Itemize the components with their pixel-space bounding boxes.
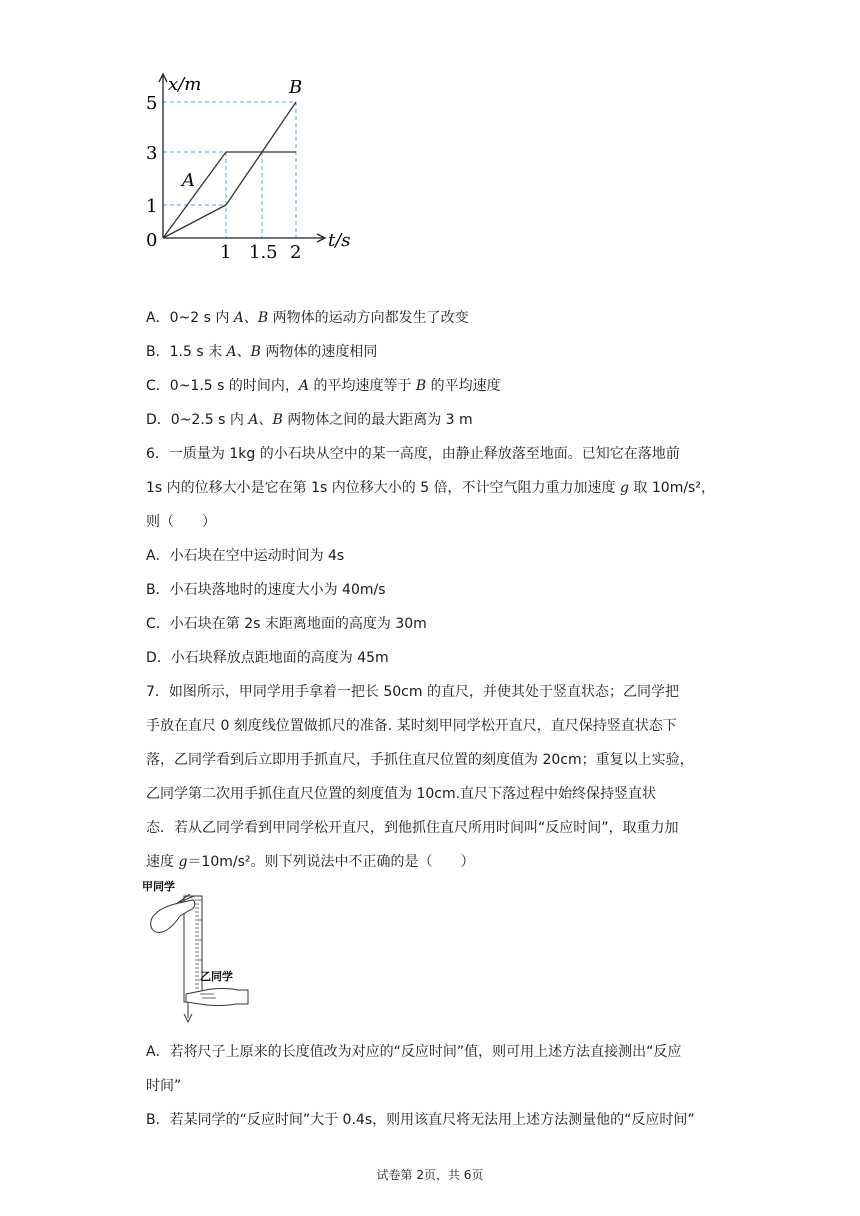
q7-stem-line-4: 乙同学第二次用手抓住直尺位置的刻度值为 10cm.直尺下落过程中始终保持竖直状 bbox=[146, 786, 657, 802]
series-b-label: B bbox=[289, 77, 303, 98]
q7-option-a-line-1: A．若将尺子上原来的长度值改为对应的“反应时间”值，则可用上述方法直接测出“反应 bbox=[146, 1044, 682, 1060]
x-tick-1-5: 1.5 bbox=[249, 242, 278, 263]
q6-option-b: B．小石块落地时的速度大小为 40m/s bbox=[146, 582, 386, 598]
q6-option-c: C．小石块在第 2s 末距离地面的高度为 30m bbox=[146, 616, 427, 632]
q5-option-c: C．0~1.5 s 的时间内，A 的平均速度等于 B 的平均速度 bbox=[146, 378, 501, 394]
page-footer: 试卷第 2页，共 6页 bbox=[376, 1168, 484, 1182]
q7-stem-line-2: 手放在直尺 0 刻度线位置做抓尺的准备. 某时刻甲同学松开直尺，直尺保持竖直状态下 bbox=[146, 718, 677, 734]
q5-option-b: B．1.5 s 末 A、B 两物体的速度相同 bbox=[146, 344, 378, 360]
q6-stem-line-3: 则（ ） bbox=[146, 514, 216, 530]
x-tick-1: 1 bbox=[220, 242, 232, 263]
q6-stem-line-2: 1s 内的位移大小是它在第 1s 内位移大小的 5 倍，不计空气阻力重力加速度 g 取 10m/s²， bbox=[146, 480, 715, 496]
ruler-figure bbox=[140, 878, 260, 1028]
figure-label-jia: 甲同学 bbox=[142, 880, 175, 893]
q7-option-b: B．若某同学的“反应时间”大于 0.4s，则用该直尺将无法用上述方法测量他的“反应时间” bbox=[146, 1112, 695, 1128]
xt-graph bbox=[138, 66, 368, 266]
q5-option-d: D．0~2.5 s 内 A、B 两物体之间的最大距离为 3 m bbox=[146, 412, 473, 428]
y-tick-1: 1 bbox=[146, 196, 158, 217]
figure-label-yi: 乙同学 bbox=[200, 970, 233, 983]
q7-stem-line-3: 落，乙同学看到后立即用手抓直尺，手抓住直尺位置的刻度值为 20cm；重复以上实验， bbox=[146, 752, 694, 768]
y-tick-3: 3 bbox=[146, 143, 158, 164]
x-tick-2: 2 bbox=[290, 242, 302, 263]
q7-stem-line-1: 7．如图所示，甲同学用手拿着一把长 50cm 的直尺，并使其处于竖直状态；乙同学把 bbox=[146, 684, 679, 700]
y-tick-5: 5 bbox=[146, 93, 158, 114]
y-axis-label: x/m bbox=[168, 74, 202, 95]
origin-label: 0 bbox=[146, 230, 158, 251]
series-a-line bbox=[163, 152, 296, 238]
q6-stem-line-1: 6．一质量为 1kg 的小石块从空中的某一高度，由静止释放落至地面。已知它在落地前 bbox=[146, 446, 680, 462]
q5-option-a: A．0~2 s 内 A、B 两物体的运动方向都发生了改变 bbox=[146, 310, 469, 326]
q7-stem-line-5: 态．若从乙同学看到甲同学松开直尺，到他抓住直尺所用时间叫“反应时间”，取重力加 bbox=[146, 820, 679, 836]
q7-stem-line-6: 速度 g＝10m/s²。则下列说法中不正确的是（ ） bbox=[146, 854, 475, 870]
series-a-label: A bbox=[182, 170, 195, 191]
q6-option-a: A．小石块在空中运动时间为 4s bbox=[146, 548, 345, 564]
q6-option-d: D．小石块释放点距地面的高度为 45m bbox=[146, 650, 389, 666]
q7-option-a-line-2: 时间” bbox=[146, 1078, 182, 1094]
x-axis-label: t/s bbox=[328, 230, 351, 251]
